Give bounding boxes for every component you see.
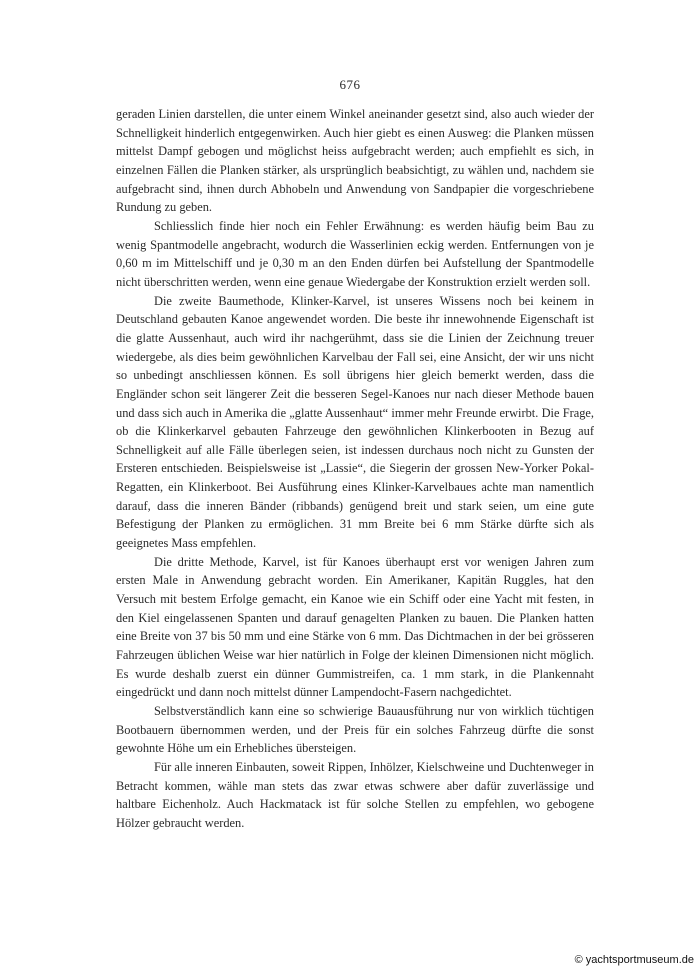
paragraph: geraden Linien darstellen, die unter einem Winkel aneinander gesetzt sind, also auch wieder der Schnelligkeit hinderlich entgegenwirken. Auch hier giebt es einen Ausweg: die Planken müssen mittelst Dampf gebogen und möglichst heiss aufgebracht werden; auch empfiehlt es sich, in einzelnen Fällen die Planken stärker, als ursprünglich beabsichtigt, zu wählen und, nachdem sie aufgebracht sind, ihnen durch Abhobeln und Anwendung von Sandpapier die vorgeschriebene Rundung zu geben.: [116, 107, 594, 215]
paragraph: Die zweite Baumethode, Klinker-Karvel, ist unseres Wissens noch bei keinem in Deutschland gebauten Kanoe angewendet worden. Die beste ihr innewohnende Eigenschaft ist die glatte Aussenhaut, auch wird ihr nachgerühmt, dass sie die Linien der Zeichnung treuer wiedergebe, als dies beim gewöhnlichen Karvelbau der Fall sei, eine Ansicht, der wir uns nicht so unbedingt anschliessen können. Es soll übrigens hier gleich bemerkt werden, dass die Engländer schon seit längerer Zeit die besseren Segel-Kanoes nur nach dieser Methode bauen und dass sich auch in Amerika die „glatte Aussenhaut“ immer mehr Freunde erwirbt. Die Frage, ob die Klinkerkarvel gebauten Fahrzeuge den gewöhnlichen Klinkerbooten in Bezug auf Schnelligkeit auf alle Fälle überlegen seien, ist indessen durchaus noch nicht zu Gunsten der Ersteren entschieden. Beispielsweise ist „Lassie“, die Siegerin der grossen New-Yorker Pokal-Regatten, ein Klinkerboot. Bei Ausführung eines Klinker-Karvelbaues achte man namentlich darauf, dass die inneren Bänder (ribbands) genügend breit und stark seien, um eine gute Befestigung der Planken zu ermöglichen. 31 mm Breite bei 6 mm Stärke dürfte sich als geeignetes Mass empfehlen.: [116, 293, 594, 551]
watermark: © yachtsportmuseum.de: [574, 954, 694, 966]
paragraph: Für alle inneren Einbauten, soweit Rippen, Inhölzer, Kielschweine und Duchtenweger in Betracht kommen, wähle man stets das zwar etwas schwere aber dafür zuverlässige und haltbare Eichenholz. Auch Hackmatack ist für solche Stellen zu empfehlen, wo gebogene Hölzer gebraucht werden.: [116, 759, 594, 830]
paragraph: Schliesslich finde hier noch ein Fehler Erwähnung: es werden häufig beim Bau zu wenig Spantmodelle angebracht, wodurch die Wasserlinien eckig werden. Entfernungen von je 0,60 m im Mittelschiff und je 0,30 m an den Enden dürfen bei Aufstellung der Spantmodelle nicht überschritten werden, wenn eine genaue Wiedergabe der Konstruktion erzielt werden soll.: [116, 218, 594, 289]
paragraph: Selbstverständlich kann eine so schwierige Bauausführung nur von wirklich tüchtigen Bootbauern übernommen werden, und der Preis für ein solches Fahrzeug dürfte die sonst gewohnte Höhe um ein Erhebliches übersteigen.: [116, 704, 594, 756]
paragraph: Die dritte Methode, Karvel, ist für Kanoes überhaupt erst vor wenigen Jahren zum ersten Male in Anwendung gebracht worden. Ein Amerikaner, Kapitän Ruggles, hat den Versuch mit bestem Erfolge gemacht, ein Kanoe wie ein Schiff oder eine Yacht mit festen, in den Kiel eingelassenen Spanten und darauf genagelten Planken zu bauen. Die Planken hatten eine Breite von 37 bis 50 mm und eine Stärke von 6 mm. Das Dichtmachen in der bei grösseren Fahrzeugen üblichen Weise war hier natürlich in Folge der kleinen Dimensionen nicht möglich. Es wurde deshalb zuerst ein dünner Gummistreifen, ca. 1 mm stark, in die Plankennaht eingedrückt und dann noch mittelst dünner Lampendocht-Fasern nachgedichtet.: [116, 554, 594, 700]
body-text: [116, 105, 594, 833]
page-number: 676: [339, 77, 361, 92]
